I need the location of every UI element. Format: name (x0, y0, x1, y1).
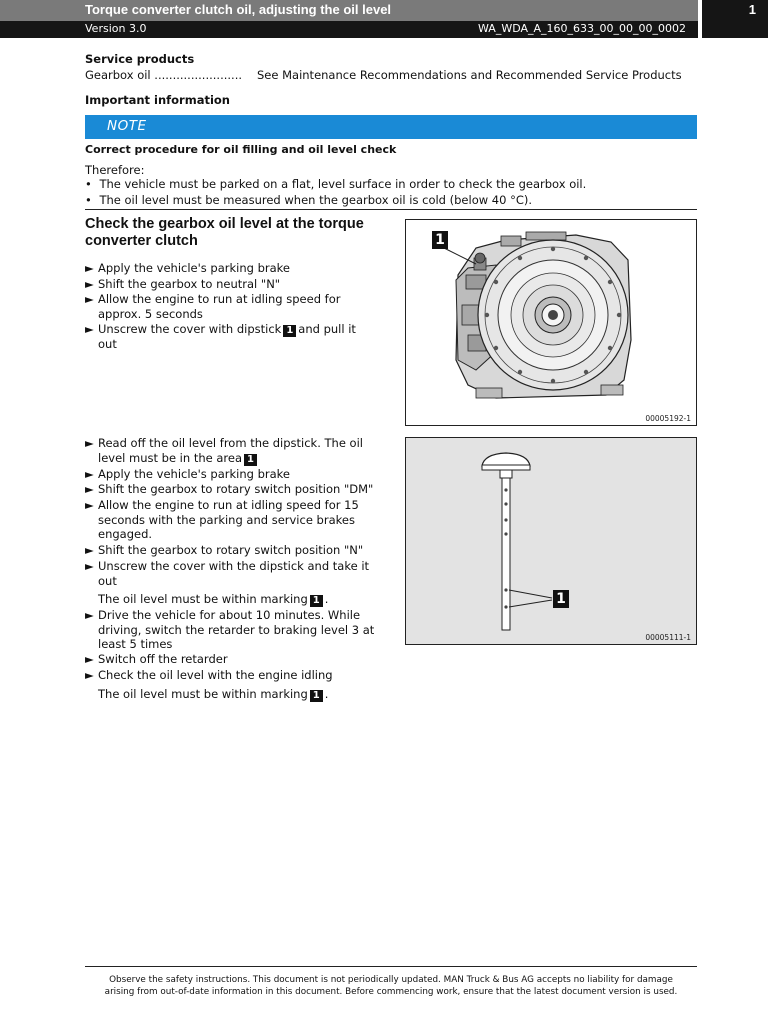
header-sub-bar (0, 21, 698, 38)
step-item: ► Allow the engine to run at idling speed for approx. 5 seconds (85, 292, 341, 321)
arrow-right-icon: ► (85, 322, 94, 336)
note-banner (85, 115, 697, 139)
arrow-right-icon: ► (85, 608, 94, 622)
oil-level-note: The oil level must be within marking 1 . (98, 592, 329, 606)
step-item: ► Apply the vehicle's parking brake (85, 467, 290, 481)
bullet-dot-icon: • (85, 193, 92, 207)
arrow-right-icon: ► (85, 543, 94, 557)
important-info-heading: Important information (85, 93, 230, 107)
arrow-right-icon: ► (85, 261, 94, 275)
header-title-bar (0, 0, 698, 21)
figure-marker: 1 (556, 591, 566, 607)
figure-code: 00005192-1 (645, 414, 691, 423)
note-title: Correct procedure for oil filling and oil level check (85, 143, 397, 156)
arrow-right-icon: ► (85, 277, 94, 291)
figure-dipstick (405, 437, 697, 645)
marker-badge: 1 (310, 690, 323, 702)
dipstick-illustration (406, 438, 696, 644)
service-products-heading: Service products (85, 52, 195, 66)
footer-divider (85, 966, 697, 967)
step-item: ► Allow the engine to run at idling speed for 15 seconds with the parking and service brakes engaged. (85, 498, 359, 541)
document-version: Version 3.0 (85, 22, 147, 35)
arrow-right-icon: ► (85, 498, 94, 512)
page-header (0, 0, 768, 38)
step-item: ► Shift the gearbox to neutral "N" (85, 277, 281, 291)
document-title: Torque converter clutch oil, adjusting the oil level (85, 2, 392, 17)
arrow-right-icon: ► (85, 467, 94, 481)
step-item: ► Check the oil level with the engine idling (85, 668, 333, 682)
note-bullet: • The oil level must be measured when the gearbox oil is cold (below 40 °C). (85, 193, 533, 207)
step-item: ► Read off the oil level from the dipstick. The oil level must be in the area 1 (85, 436, 363, 465)
note-label: NOTE (107, 118, 147, 134)
figure-marker: 1 (435, 232, 445, 248)
step-item: ► Unscrew the cover with dipstick 1 and pull it out (85, 322, 356, 351)
arrow-right-icon: ► (85, 292, 94, 306)
section-title: Check the gearbox oil level at the torque converter clutch (85, 216, 364, 249)
note-therefore: Therefore: (85, 163, 145, 177)
marker-badge: 1 (310, 595, 323, 607)
section-divider (85, 209, 697, 210)
gearbox-illustration (406, 220, 696, 425)
service-product-reference: See Maintenance Recommendations and Recommended Service Products (257, 68, 682, 82)
footer-disclaimer: Observe the safety instructions. This document is not periodically updated. MAN Truck & Bus AG accepts no liability for damage arising from out-of-date information in this document. Before commencing work, ensure that the latest document version is used. (104, 975, 678, 997)
arrow-right-icon: ► (85, 652, 94, 666)
step-item: ► Apply the vehicle's parking brake (85, 261, 290, 275)
figure-code: 00005111-1 (645, 633, 691, 642)
arrow-right-icon: ► (85, 436, 94, 450)
figure-gearbox (405, 219, 697, 426)
note-bullet: • The vehicle must be parked on a flat, level surface in order to check the gearbox oil. (85, 177, 587, 191)
page-number-box (702, 0, 768, 38)
document-code: WA_WDA_A_160_633_00_00_00_0002 (478, 22, 686, 35)
page-number: 1 (748, 2, 756, 17)
service-product-name: Gearbox oil ........................ (85, 68, 243, 82)
step-item: ► Unscrew the cover with the dipstick and take it out (85, 559, 370, 588)
arrow-right-icon: ► (85, 668, 94, 682)
step-item: ► Switch off the retarder (85, 652, 228, 666)
bullet-dot-icon: • (85, 177, 92, 191)
marker-badge: 1 (283, 325, 296, 337)
oil-level-note: The oil level must be within marking 1 . (98, 687, 329, 701)
step-item: ► Shift the gearbox to rotary switch position "DM" (85, 482, 374, 496)
step-item: ► Shift the gearbox to rotary switch position "N" (85, 543, 364, 557)
arrow-right-icon: ► (85, 559, 94, 573)
step-item: ► Drive the vehicle for about 10 minutes. While driving, switch the retarder to braking level 3 at least 5 times (85, 608, 375, 651)
arrow-right-icon: ► (85, 482, 94, 496)
marker-badge: 1 (244, 454, 257, 466)
